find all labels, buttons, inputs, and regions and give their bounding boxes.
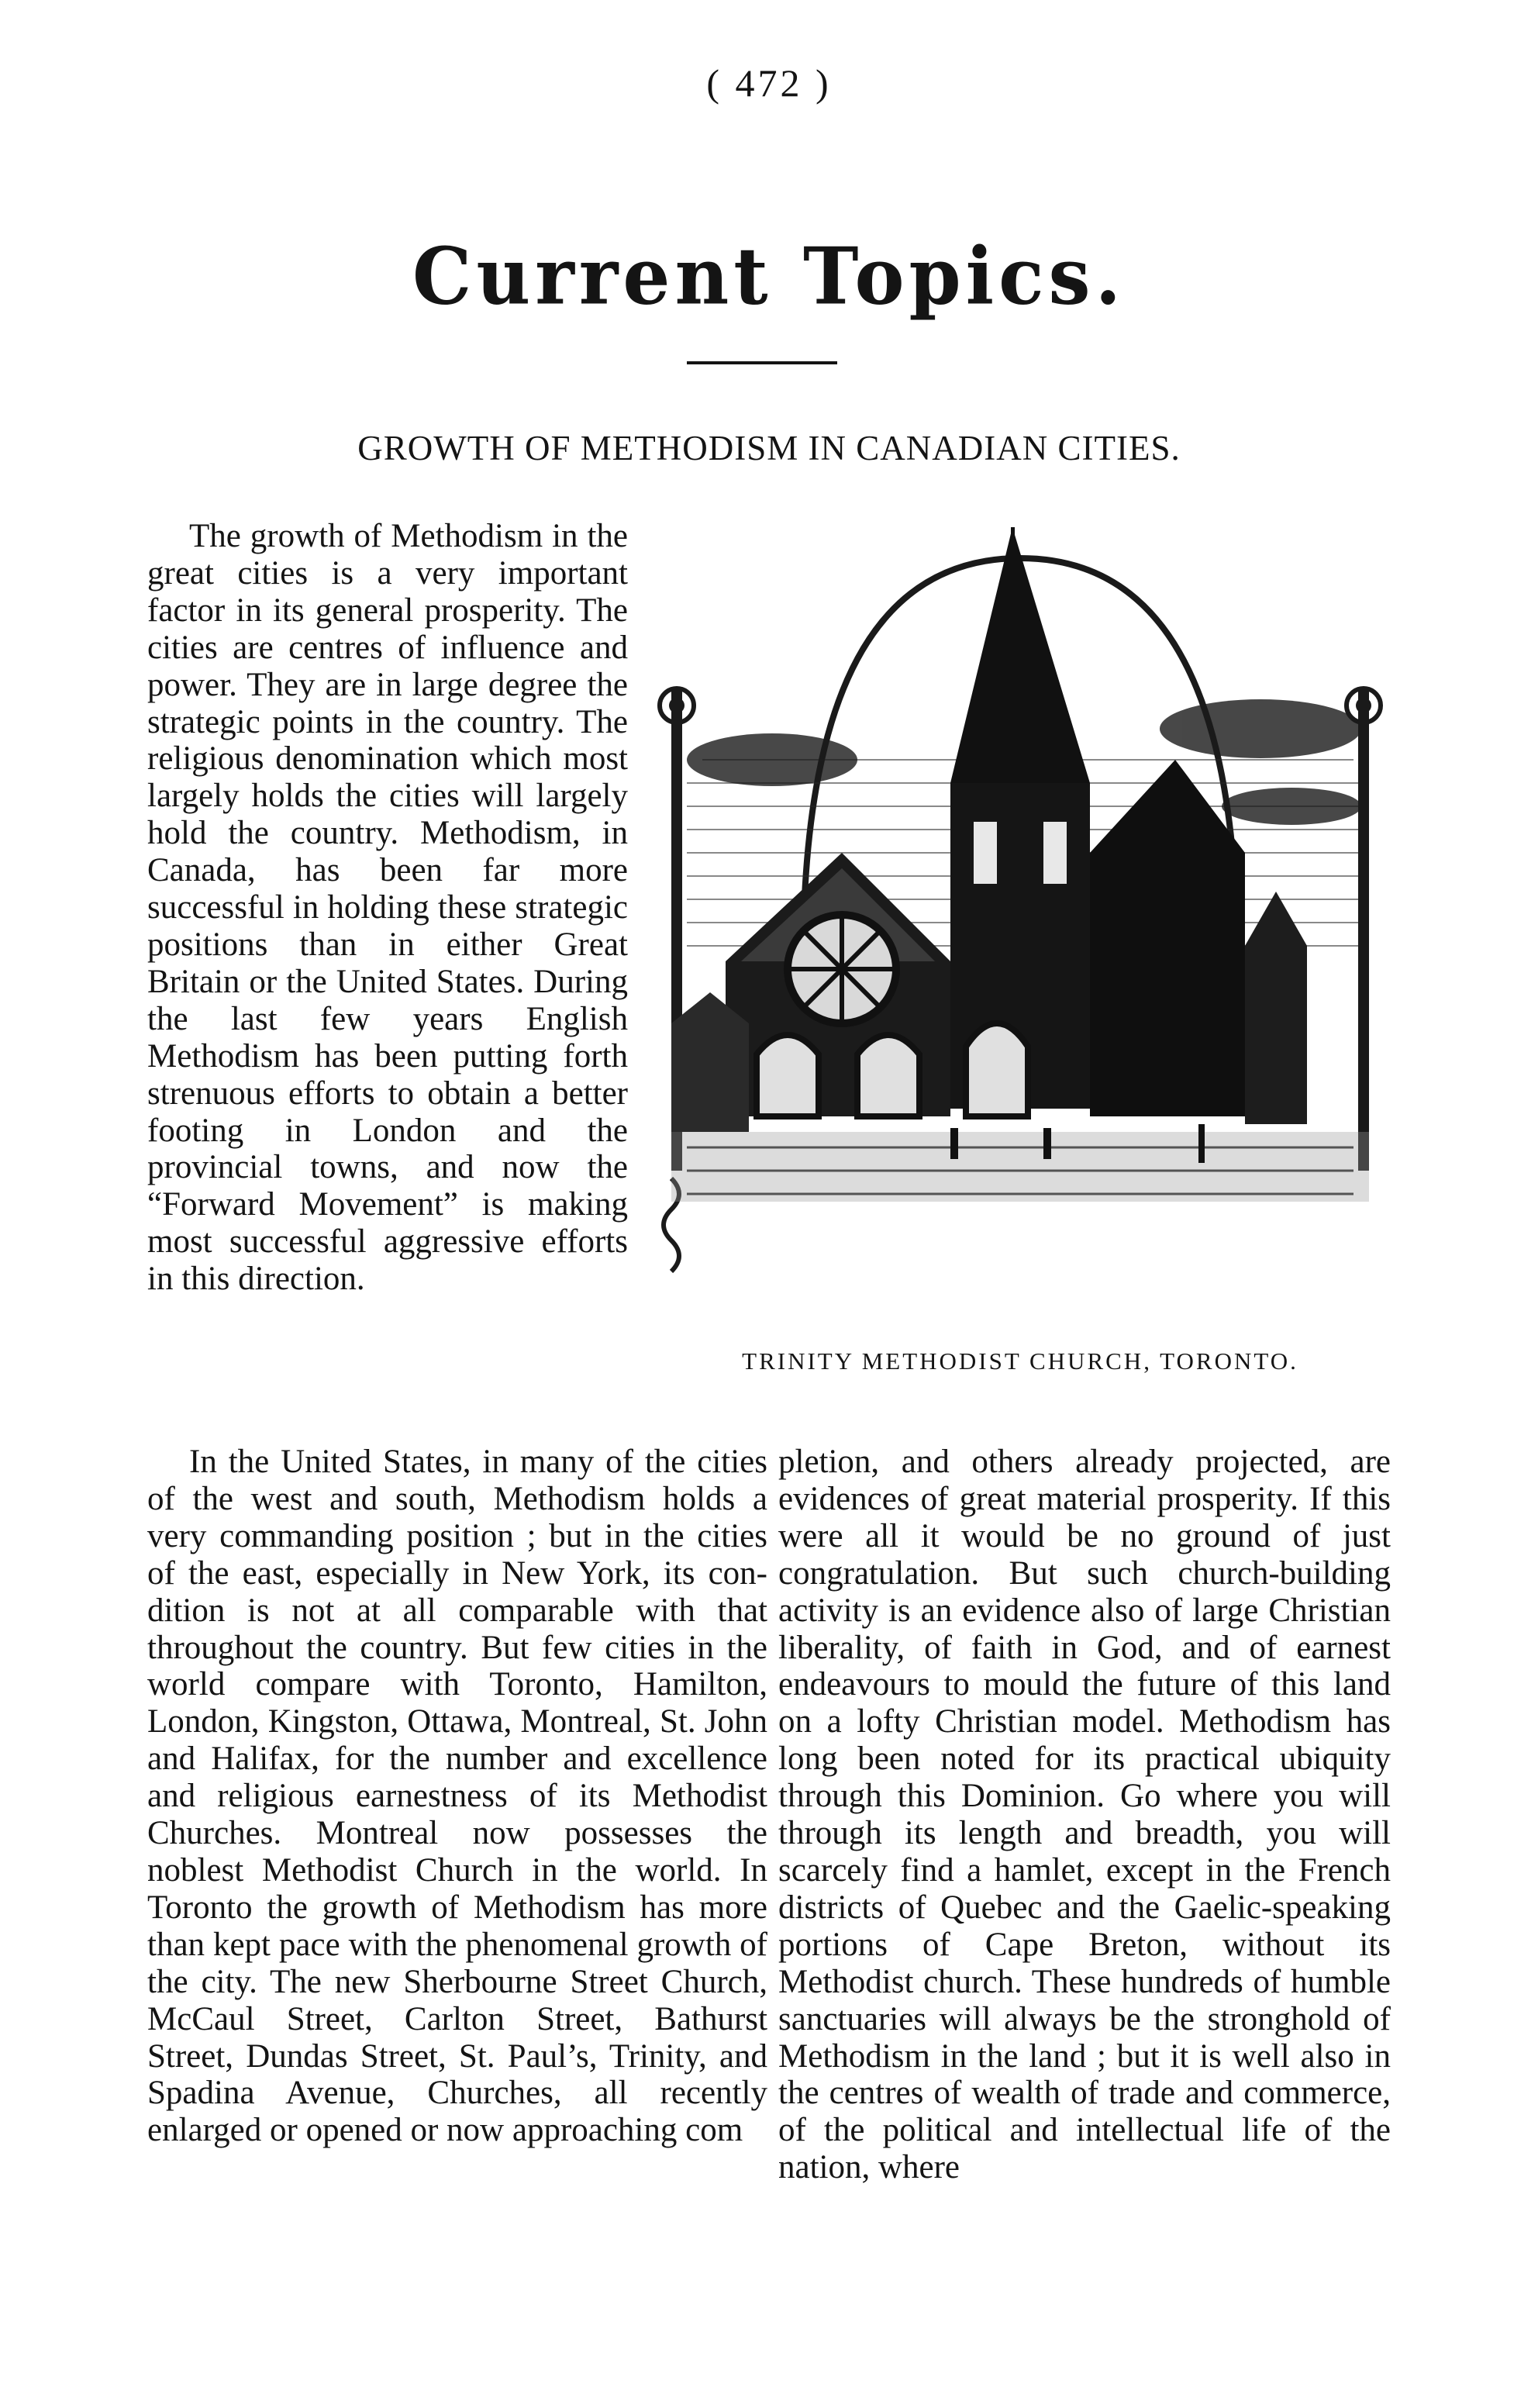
church-engraving <box>656 527 1385 1302</box>
intro-column <box>147 518 628 1298</box>
left-column <box>147 1444 767 2149</box>
title-rule <box>687 361 837 364</box>
church-illustration <box>656 527 1385 1302</box>
section-title: Current Topics. <box>412 230 1126 323</box>
second-paragraph: In the United States, in many of the cities of the west and south, Methodism holds a very commanding position ; but in the cities of the east, especially in New York, its condition is not at all comparable with that throughout the country. But few cities in the world compare with Toronto, Hamilton, London, Kingston, Ottawa, Montreal, St. John and Halifax, for the number and excellence and religious earnestness of its Methodist Churches. Montreal now possesses the noblest Methodist Church in the world. In Toronto the growth of Methodism has more than kept pace with the phenomenal growth of the city. The new Sherbourne Street Church, McCaul Street, Carlton Street, Bathurst Street, Dundas Street, St. Paul’s, Trinity, and Spadina Avenue, Churches, all recently enlarged or opened or now approaching com <box>147 1444 767 2149</box>
right-column <box>778 1444 1391 2186</box>
figure-caption: TRINITY METHODIST CHURCH, TORONTO. <box>742 1347 1298 1375</box>
article-title: GROWTH OF METHODISM IN CANADIAN CITIES. <box>357 429 1181 467</box>
right-column-text: pletion, and others already projected, are evidences of great material prosperity. If this were all it would be no ground of just congratulation. But such church-building activity is an evidence also of large Christian liberality, of faith in God, and of earnest endeavours to mould the future of this land on a lofty Christian model. Methodism has long been noted for its practical ubiquity through this Dominion. Go where you will through its length and breadth, you will scarcely find a hamlet, except in the French districts of Quebec and the Gaelic-speaking portions of Cape Breton, without its Methodist church. These hundreds of humble sanctuaries will always be the stronghold of Methodism in the land ; but it is well also in the centres of wealth of trade and commerce, of the political and intellectual life of the nation, where <box>778 1444 1391 2186</box>
page-number: ( 472 ) <box>706 61 832 105</box>
intro-paragraph: The growth of Methodism in the great cities is a very important factor in its general prosperity. The cities are centres of influence and power. They are in large degree the strategic points in the country. The religious denomination which most largely holds the cities will largely hold the country. Methodism, in Canada, has been far more successful in holding these strategic positions than in either Great Britain or the United States. During the last few years English Methodism has been putting forth strenuous efforts to obtain a better footing in London and the provincial towns, and now the “Forward Movement” is making most successful aggressive efforts in this direction. <box>147 518 628 1298</box>
